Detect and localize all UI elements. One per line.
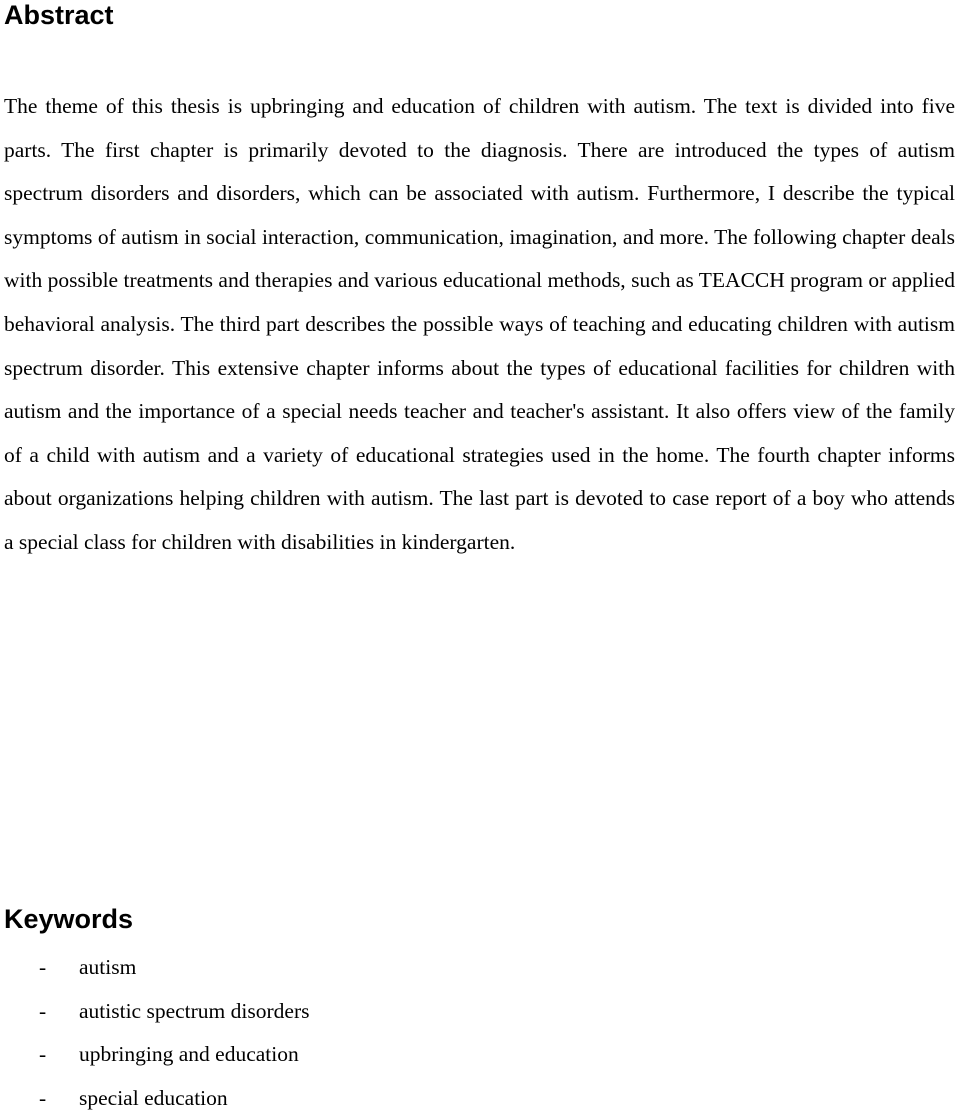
keyword-bullet: - (39, 1085, 47, 1110)
keyword-bullet: - (39, 955, 47, 979)
keyword-text: special education (79, 1085, 228, 1110)
abstract-paragraph: The theme of this thesis is upbringing and education of children with autism. The text is divided into five parts. The first chapter is primarily devoted to the diagnosis. There are introduced the types of autism spectrum disorders and disorders, which can be associated with autism. Furthermore, I describe the typical symptoms of autism in social interaction, communication, imagination, and more. The following chapter deals with possible treatments and therapies and various educational methods, such as TEACCH program or applied behavioral analysis. The third part describes the possible ways of teaching and educating children with autism spectrum disorder. This extensive chapter informs about the types of educational facilities for children with autism and the importance of a special needs teacher and teacher's assistant. It also offers view of the family of a child with autism and a variety of educational strategies used in the home. The fourth chapter informs about organizations helping children with autism. The last part is devoted to case report of a boy who attends a special class for children with disabilities in kindergarten. (4, 94, 955, 554)
abstract-heading: Abstract (4, 0, 114, 30)
keyword-bullet: - (39, 1042, 47, 1067)
keywords-heading: Keywords (4, 904, 134, 934)
keyword-text: autism (79, 955, 137, 979)
keyword-text: upbringing and education (79, 1042, 299, 1067)
keyword-text: autistic spectrum disorders (79, 998, 310, 1023)
keyword-bullet: - (39, 998, 47, 1023)
